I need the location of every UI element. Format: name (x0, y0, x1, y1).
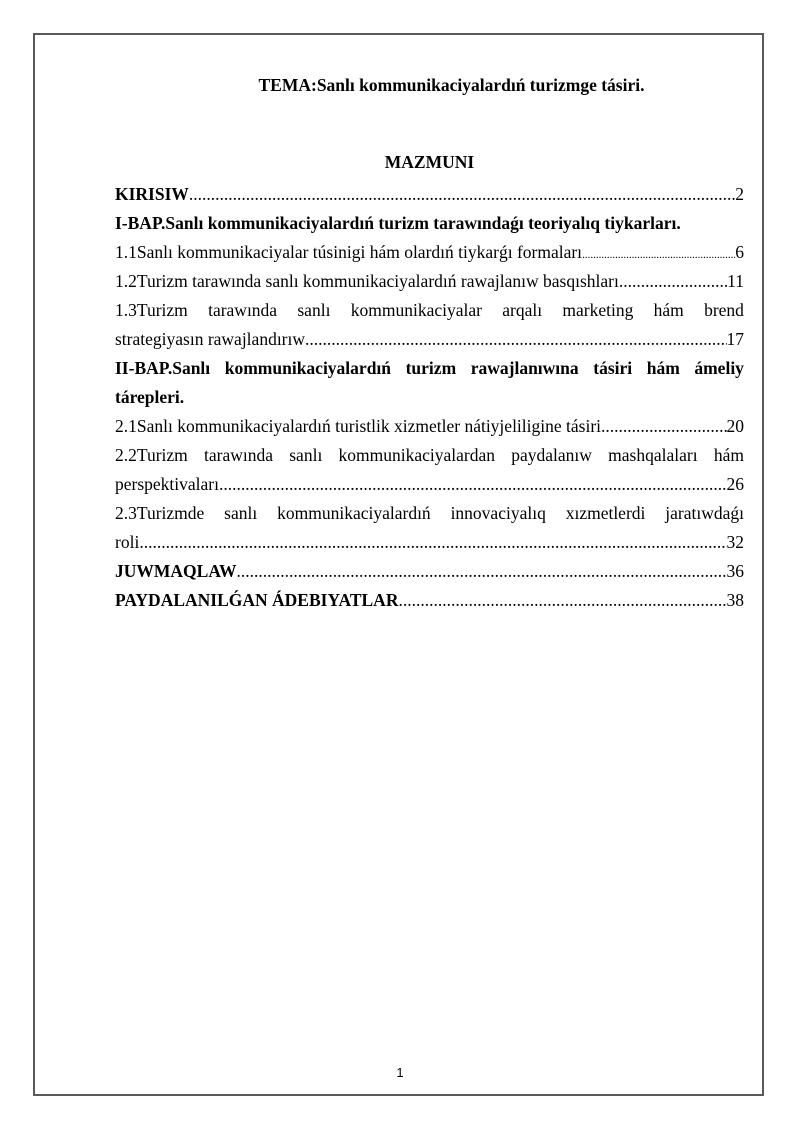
dot-leader (237, 559, 727, 584)
word: tásiri (593, 358, 633, 378)
word: sanlı (224, 503, 258, 523)
word: tarawında (204, 445, 274, 465)
word: 2.2Turizm (115, 445, 188, 465)
dot-leader (305, 327, 726, 352)
toc-entry-2-3-line1[interactable] (115, 501, 744, 526)
word: innovaciyalıq (450, 503, 546, 523)
dot-leader (398, 588, 726, 613)
word: arqalı (502, 300, 543, 320)
toc-entry-title: JUWMAQLAW (115, 561, 237, 581)
word: kommunikaciyalardan (338, 445, 496, 465)
word: hám (646, 358, 680, 378)
dot-leader (139, 530, 726, 555)
word: kommunikaciyalar (350, 300, 482, 320)
word: 2.3Turizmde (115, 503, 205, 523)
word: rawajlanıwına (470, 358, 579, 378)
toc-entry-page: 20 (726, 416, 744, 436)
word: xızmetlerdi (565, 503, 646, 523)
toc-entry-title: roli (115, 532, 140, 552)
word: marketing (562, 300, 634, 320)
toc-entry-2-2-line2[interactable] (115, 472, 744, 497)
toc-entry-title: PAYDALANILǴAN ÁDEBIYATLAR (115, 590, 399, 610)
dot-leader (189, 182, 735, 207)
toc-entry-page: 17 (726, 329, 744, 349)
page-number: 1 (396, 1065, 404, 1080)
word: ámeliy (694, 358, 744, 378)
toc-entry-title: perspektivaları (115, 474, 219, 494)
toc-chapter-2-line1[interactable] (115, 356, 744, 381)
document-title: TEMA:Sanlı kommunikaciyalardıń turizmge tásiri. (258, 75, 645, 95)
toc-entry-2-3-line2[interactable] (115, 530, 744, 555)
toc-entry-references[interactable] (115, 588, 744, 613)
word: kommunikaciyalardıń (224, 358, 392, 378)
word: II-BAP.Sanlı (115, 358, 211, 378)
word: kommunikaciyalardıń (277, 503, 431, 523)
word: jaratıwdaǵı (665, 503, 744, 523)
word: 1.3Turizm (115, 300, 188, 320)
table-of-contents (115, 182, 744, 617)
toc-entry-1-2[interactable] (115, 269, 744, 294)
dot-leader (219, 472, 727, 497)
word: sanlı (297, 300, 331, 320)
toc-chapter-2-line2[interactable]: tárepleri. (115, 387, 185, 407)
word: mashqalaları (608, 445, 698, 465)
word: brend (704, 300, 744, 320)
toc-entry-page: 32 (726, 532, 744, 552)
toc-entry-conclusion[interactable] (115, 559, 744, 584)
dot-leader (601, 414, 726, 439)
toc-entry-intro[interactable] (115, 182, 744, 207)
toc-entry-2-2-line1[interactable] (115, 443, 744, 468)
dot-leader (619, 269, 727, 294)
toc-entry-page: 26 (726, 474, 744, 494)
toc-entry-title: 1.2Turizm tarawında sanlı kommunikaciyalardıń rawajlanıw basqıshları (115, 271, 619, 291)
toc-entry-page: 2 (735, 184, 744, 204)
toc-entry-page: 36 (726, 561, 744, 581)
word: paydalanıw (511, 445, 592, 465)
toc-entry-title: 1.1Sanlı kommunikaciyalar túsinigi hám olardıń tiykarǵı formaları (115, 242, 583, 262)
toc-chapter-1[interactable]: I-BAP.Sanlı kommunikaciyalardıń turizm tarawındaǵı teoriyalıq tiykarları. (115, 213, 681, 233)
word: sanlı (289, 445, 323, 465)
toc-entry-page: 6 (735, 242, 744, 262)
toc-entry-page: 11 (727, 271, 744, 291)
dot-leader (582, 240, 735, 268)
toc-entry-title: 2.1Sanlı kommunikaciyalardıń turistlik xizmetler nátiyjeliligine tásiri (115, 416, 602, 436)
toc-entry-title: strategiyasın rawajlandırıw (115, 329, 306, 349)
word: hám (653, 300, 684, 320)
word: hám (713, 445, 744, 465)
word: turizm (405, 358, 457, 378)
toc-entry-title: KIRISIW (115, 184, 189, 204)
toc-entry-2-1[interactable] (115, 414, 744, 439)
toc-heading: MAZMUNI (384, 152, 475, 172)
toc-entry-1-3-line2[interactable] (115, 327, 744, 352)
word: tarawında (208, 300, 278, 320)
toc-entry-1-1[interactable] (115, 240, 744, 265)
toc-entry-1-3-line1[interactable] (115, 298, 744, 323)
toc-entry-page: 38 (726, 590, 744, 610)
